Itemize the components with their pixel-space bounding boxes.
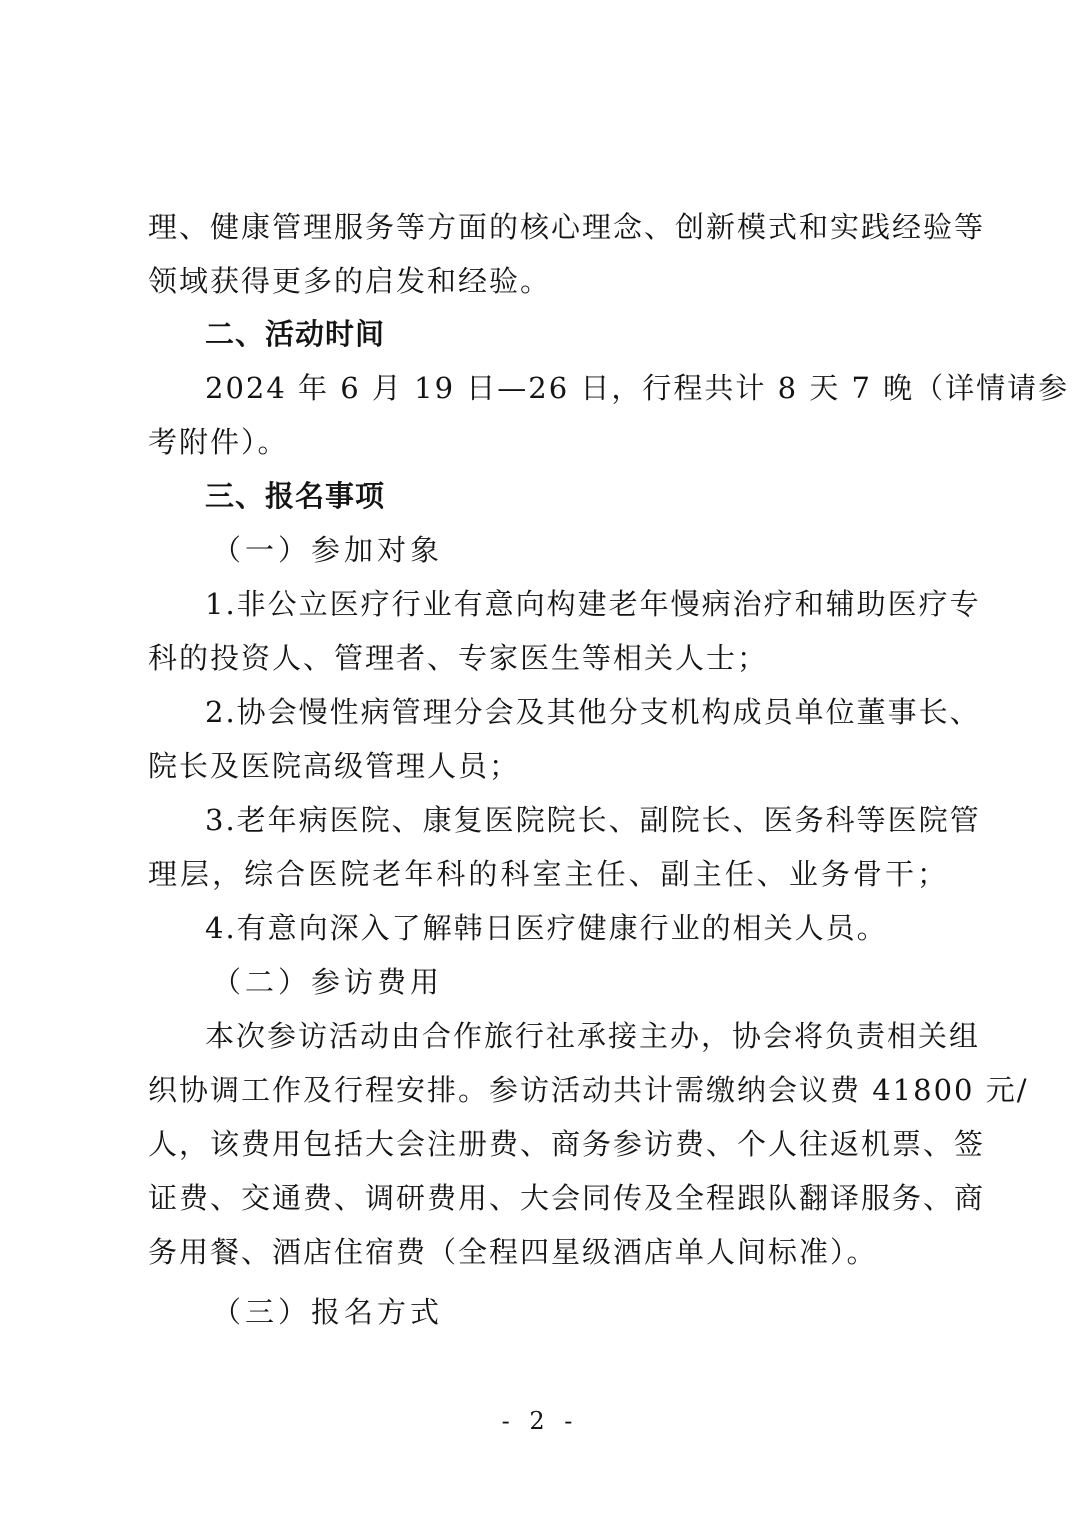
list-item-line: 3.老年病医院、康复医院院长、副院长、医务科等医院管 <box>205 803 981 837</box>
page-number: - 2 - <box>501 1407 579 1435</box>
section-heading-activity-time: 二、活动时间 <box>205 317 386 351</box>
subheading-fees: （二）参访费用 <box>212 965 444 999</box>
paragraph-line: 领域获得更多的启发和经验。 <box>148 264 552 298</box>
list-item-line: 院长及医院高级管理人员； <box>148 749 521 783</box>
paragraph-line: 考附件）。 <box>148 425 289 459</box>
list-item-line: 理层，综合医院老年科的科室主任、副主任、业务骨干； <box>148 857 948 891</box>
subheading-participants: （一）参加对象 <box>212 533 444 567</box>
section-heading-registration: 三、报名事项 <box>205 479 386 513</box>
paragraph-line: 人，该费用包括大会注册费、商务参访费、个人往返机票、签 <box>148 1127 986 1161</box>
paragraph-line: 织协调工作及行程安排。参访活动共计需缴纳会议费 41800 元/ <box>148 1073 1029 1107</box>
paragraph-line: 2024 年 6 月 19 日—26 日，行程共计 8 天 7 晚（详情请参 <box>205 371 1070 405</box>
paragraph-line: 务用餐、酒店住宿费（全程四星级酒店单人间标准）。 <box>148 1235 878 1269</box>
list-item-line: 科的投资人、管理者、专家医生等相关人士； <box>148 641 769 675</box>
subheading-registration-method: （三）报名方式 <box>212 1295 444 1329</box>
paragraph-line: 本次参访活动由合作旅行社承接主办，协会将负责相关组 <box>205 1019 981 1053</box>
paragraph-line: 理、健康管理服务等方面的核心理念、创新模式和实践经验等 <box>148 210 986 244</box>
list-item-line: 1.非公立医疗行业有意向构建老年慢病治疗和辅助医疗专 <box>205 587 981 621</box>
list-item-line: 4.有意向深入了解韩日医疗健康行业的相关人员。 <box>205 911 888 945</box>
paragraph-line: 证费、交通费、调研费用、大会同传及全程跟队翻译服务、商 <box>148 1181 986 1215</box>
list-item-line: 2.协会慢性病管理分会及其他分支机构成员单位董事长、 <box>205 695 981 729</box>
